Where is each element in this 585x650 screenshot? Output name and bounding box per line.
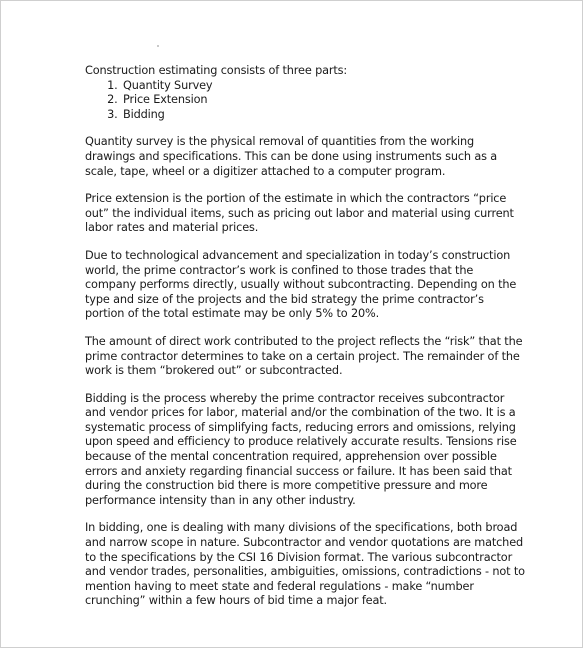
list-item: 1. Quantity Survey	[121, 79, 525, 94]
paragraph-price-extension: Price extension is the portion of the estimate in which the contractors “price out” the individual items, such as pricing out labor and material using current labor rates and material prices.	[85, 192, 514, 235]
paragraph-bidding: Bidding is the process whereby the prime contractor receives subcontractor and vendor prices for labor, material and/or the combination of the two. It is a systematic process of simplifying facts, reducing errors and omissions, relying upon speed and efficiency to produce relatively accurate results. Tensions rise because of the mental concentration required, apprehension over possible errors and anxiety regarding financial success or failure. It has been said that during the construction bid there is more competitive pressure and more performance intensity than in any other industry.	[85, 391, 517, 507]
paragraph-divisions: In bidding, one is dealing with many divisions of the specifications, both broad and narrow scope in nature. Subcontractor and vendor quotations are matched to the specifications by the CSI 16 Division format. The various subcontractor and vendor trades, personalities, ambiguities, omissions, contradictions - not to mention having to meet state and federal regulations - make “number crunching” within a few hours of bid time a major feat.	[85, 521, 525, 608]
page-mark	[157, 45, 159, 47]
paragraph-specialization: Due to technological advancement and specialization in today’s construction world, the prime contractor’s work is confined to those trades that the company performs directly, usually without subcontracting. Depending on the type and size of the projects and the bid strategy the prime contractor’s portion of the total estimate may be only 5% to 20%.	[85, 248, 517, 321]
list-item: 2. Price Extension	[121, 93, 525, 108]
paragraph-direct-work: The amount of direct work contributed to the project reflects the “risk” that the prime contractor determines to take on a certain project. The remainder of the work is them “brokered out” or subcontracted.	[85, 334, 523, 378]
intro-text: Construction estimating consists of three parts:	[85, 64, 348, 77]
paragraph-quantity-survey: Quantity survey is the physical removal of quantities from the working drawings and specifications. This can be done using instruments such as a scale, tape, wheel or a digitizer attached to a computer program.	[85, 135, 498, 178]
document-body	[85, 64, 525, 622]
parts-list	[85, 79, 525, 123]
list-item: 3. Bidding	[121, 108, 525, 123]
